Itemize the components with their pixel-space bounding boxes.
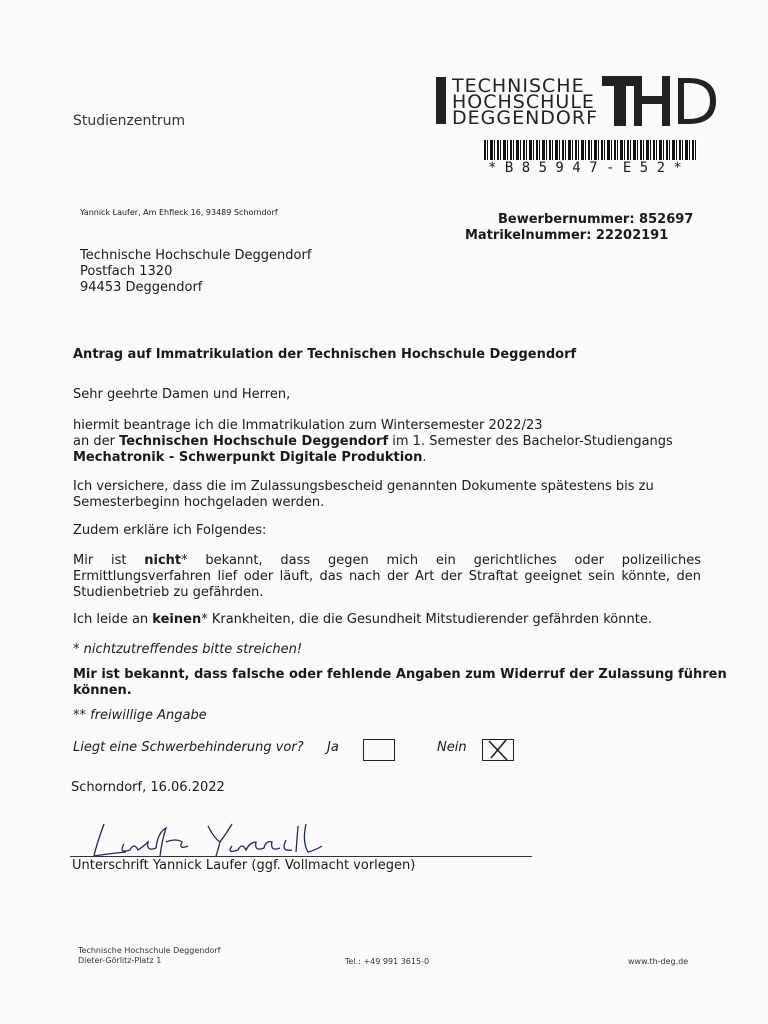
- signature-line: [70, 856, 532, 857]
- footer-website: www.th-deg.de: [628, 957, 689, 966]
- footer-phone: Tel.: +49 991 3615-0: [345, 957, 430, 966]
- yes-label: Ja: [327, 740, 339, 755]
- recipient-line: Postfach 1320: [80, 264, 173, 279]
- disability-question: Liegt eine Schwerbehinderung vor?: [73, 740, 304, 755]
- paragraph-investigation: [73, 553, 701, 601]
- handwritten-signature: [86, 816, 326, 860]
- paragraph-health: Ich leide an keinen* Krankheiten, die die Gesundheit Mitstudierender gefährden könnte.: [73, 612, 652, 627]
- text-line: können.: [73, 683, 132, 698]
- paragraph-declaration: Zudem erkläre ich Folgendes:: [73, 523, 267, 538]
- barcode-text: * B 8 5 9 4 7 - E 5 2 *: [488, 160, 682, 176]
- footer-address: [78, 946, 220, 966]
- thd-monogram-icon: [600, 74, 718, 128]
- salutation: Sehr geehrte Damen und Herren,: [73, 387, 291, 402]
- text-line: Semesterbeginn hochgeladen werden.: [73, 495, 325, 510]
- note-strike: * nichtzutreffendes bitte streichen!: [73, 642, 303, 657]
- recipient-address: [80, 248, 311, 296]
- applicant-number: Bewerbernummer: 852697: [498, 212, 694, 227]
- yes-checkbox[interactable]: [363, 739, 395, 761]
- signature-caption: Unterschrift Yannick Laufer (ggf. Vollmacht vorlegen): [72, 858, 416, 873]
- footer-line: Dieter-Görlitz-Platz 1: [78, 956, 162, 965]
- text-line: Mir ist bekannt, dass falsche oder fehlende Angaben zum Widerruf der Zulassung führen: [73, 667, 727, 682]
- recipient-line: 94453 Deggendorf: [80, 280, 203, 295]
- recipient-line: Technische Hochschule Deggendorf: [80, 248, 312, 263]
- text-line: Studienbetrieb zu gefährden.: [73, 585, 264, 600]
- place-date: Schorndorf, 16.06.2022: [71, 780, 225, 795]
- sender-line: Yannick Laufer, Am Ehfleck 16, 93489 Schorndorf: [80, 208, 278, 217]
- logo-line-2: HOCHSCHULE: [452, 91, 595, 113]
- note-voluntary: ** freiwillige Angabe: [73, 708, 207, 723]
- paragraph-application: [73, 418, 673, 466]
- paragraph-documents: [73, 479, 654, 511]
- logo-line-3: DEGGENDORF: [452, 107, 599, 129]
- text-line: Mir ist nicht* bekannt, dass gegen mich ein gerichtliches oder polizeiliches: [73, 553, 701, 568]
- footer-line: Technische Hochschule Deggendorf: [78, 946, 221, 955]
- text-line: Mechatronik - Schwerpunkt Digitale Produktion.: [73, 450, 427, 465]
- matriculation-number: Matrikelnummer: 22202191: [465, 228, 669, 243]
- logo-line-1: TECHNISCHE: [452, 75, 585, 97]
- subject-line: Antrag auf Immatrikulation der Technischen Hochschule Deggendorf: [73, 347, 577, 362]
- barcode: [484, 140, 698, 160]
- department-name: Studienzentrum: [73, 113, 186, 129]
- no-label: Nein: [437, 740, 467, 755]
- text-line: Ermittlungsverfahren lief oder läuft, das nach der Art der Straftat geeignet sein könnte, den: [73, 569, 701, 584]
- no-checkbox[interactable]: [482, 739, 514, 761]
- text-line: Ich versichere, dass die im Zulassungsbescheid genannten Dokumente spätestens bis zu: [73, 479, 654, 494]
- checkmark-x-icon: [481, 736, 513, 762]
- text-line: an der Technischen Hochschule Deggendorf im 1. Semester des Bachelor-Studiengangs: [73, 434, 673, 449]
- warning-text: [73, 667, 727, 699]
- text-line: hiermit beantrage ich die Immatrikulation zum Wintersemester 2022/23: [73, 418, 543, 433]
